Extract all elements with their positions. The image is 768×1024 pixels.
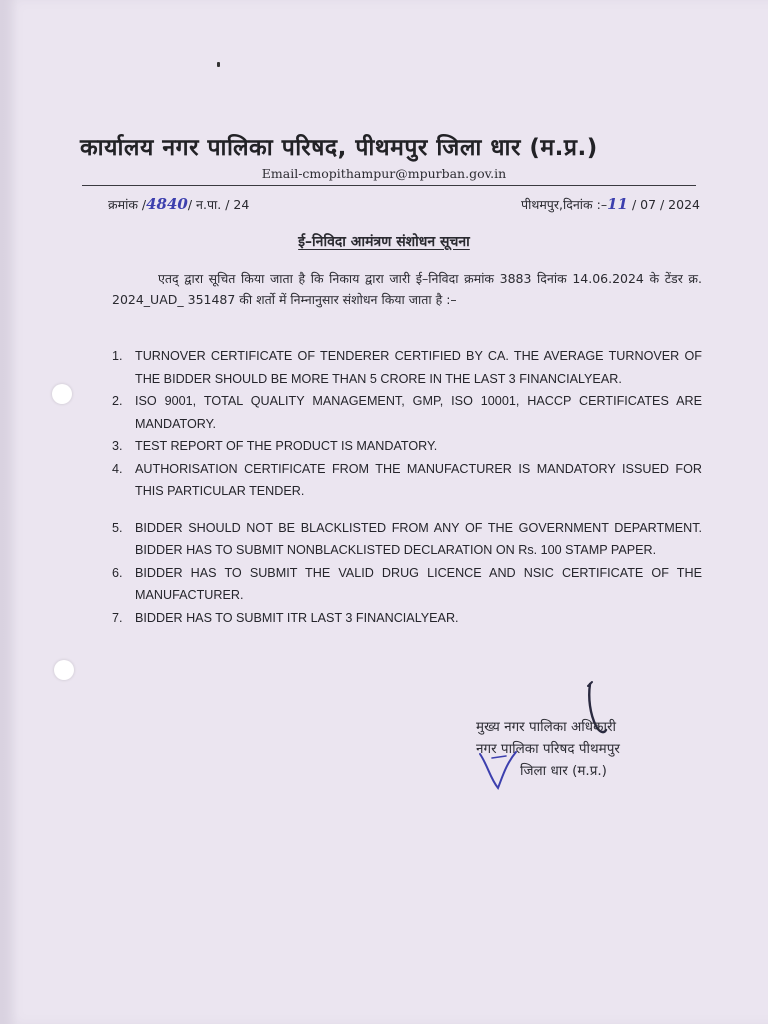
reference-date bbox=[521, 195, 700, 213]
condition-text: BIDDER HAS TO SUBMIT ITR LAST 3 FINANCIALYEAR. bbox=[135, 610, 459, 625]
condition-text: ISO 9001, TOTAL QUALITY MANAGEMENT, GMP, ISO 10001, HACCP CERTIFICATES ARE MANDATORY. bbox=[135, 394, 702, 431]
condition-item bbox=[112, 607, 702, 630]
condition-number: 6. bbox=[112, 565, 123, 580]
condition-item bbox=[112, 345, 702, 390]
condition-item bbox=[112, 390, 702, 435]
condition-item bbox=[112, 517, 702, 562]
signatory-district: जिला धार (म.प्र.) bbox=[520, 763, 607, 779]
signatory-designation: मुख्य नगर पालिका अधिकारी bbox=[476, 719, 616, 735]
condition-item bbox=[112, 435, 702, 458]
paper-speck bbox=[217, 62, 220, 67]
condition-text: AUTHORISATION CERTIFICATE FROM THE MANUFACTURER IS MANDATORY ISSUED FOR THIS PARTICULAR TENDER. bbox=[135, 461, 702, 498]
signatory-office: नगर पालिका परिषद पीथमपुर bbox=[476, 741, 620, 757]
condition-number: 4. bbox=[112, 461, 123, 476]
condition-number: 3. bbox=[112, 439, 123, 453]
condition-number: 2. bbox=[112, 394, 123, 408]
condition-text: TURNOVER CERTIFICATE OF TENDERER CERTIFIED BY CA. THE AVERAGE TURNOVER OF THE BIDDER SHOULD BE MORE THAN 5 CRORE IN THE LAST 3 FINANCIALYEAR. bbox=[135, 349, 702, 386]
kramank-label: क्रमांक / bbox=[108, 197, 147, 212]
condition-item bbox=[112, 562, 702, 607]
condition-item bbox=[112, 458, 702, 503]
handwritten-initials bbox=[476, 748, 526, 794]
kramank-handwritten-number: 4840 bbox=[146, 195, 188, 213]
office-email: Email-cmopithampur@mpurban.gov.in bbox=[261, 166, 507, 181]
punch-hole-top bbox=[52, 384, 72, 404]
date-handwritten-day: 11 bbox=[607, 195, 628, 213]
condition-number: 1. bbox=[112, 349, 123, 363]
notice-title: ई–निविदा आमंत्रण संशोधन सूचना bbox=[298, 234, 470, 250]
date-month-year: / 07 / 2024 bbox=[631, 197, 700, 212]
reference-number bbox=[108, 195, 249, 213]
kramank-suffix: / न.पा. / 24 bbox=[187, 197, 250, 212]
header-divider bbox=[82, 185, 696, 186]
condition-text: BIDDER HAS TO SUBMIT THE VALID DRUG LICENCE AND NSIC CERTIFICATE OF THE MANUFACTURER. bbox=[135, 565, 702, 602]
office-title: कार्यालय नगर पालिका परिषद, पीथमपुर जिला धार (म.प्र.) bbox=[80, 135, 598, 161]
condition-number: 7. bbox=[112, 610, 123, 625]
place-date-label: पीथमपुर,दिनांक :– bbox=[521, 197, 608, 212]
intro-paragraph: एतद् द्वारा सूचित किया जाता है कि निकाय द्वारा जारी ई–निविदा क्रमांक 3883 दिनांक 14.06.2024 के टेंडर क्र. 2024_UAD_ 351487 की शर्तो में निम्नानुसार संशोधन किया जाता है :– bbox=[112, 271, 702, 307]
condition-text: TEST REPORT OF THE PRODUCT IS MANDATORY. bbox=[135, 439, 438, 453]
paper-shadow-edge bbox=[0, 0, 18, 1024]
conditions-list bbox=[112, 345, 702, 629]
reference-line bbox=[108, 195, 700, 213]
condition-number: 5. bbox=[112, 520, 123, 535]
punch-hole-bottom bbox=[54, 660, 74, 680]
condition-text: BIDDER SHOULD NOT BE BLACKLISTED FROM ANY OF THE GOVERNMENT DEPARTMENT. BIDDER HAS TO SUBMIT NONBLACKLISTED DECLARATION ON Rs. 100 STAMP PAPER. bbox=[135, 520, 702, 557]
